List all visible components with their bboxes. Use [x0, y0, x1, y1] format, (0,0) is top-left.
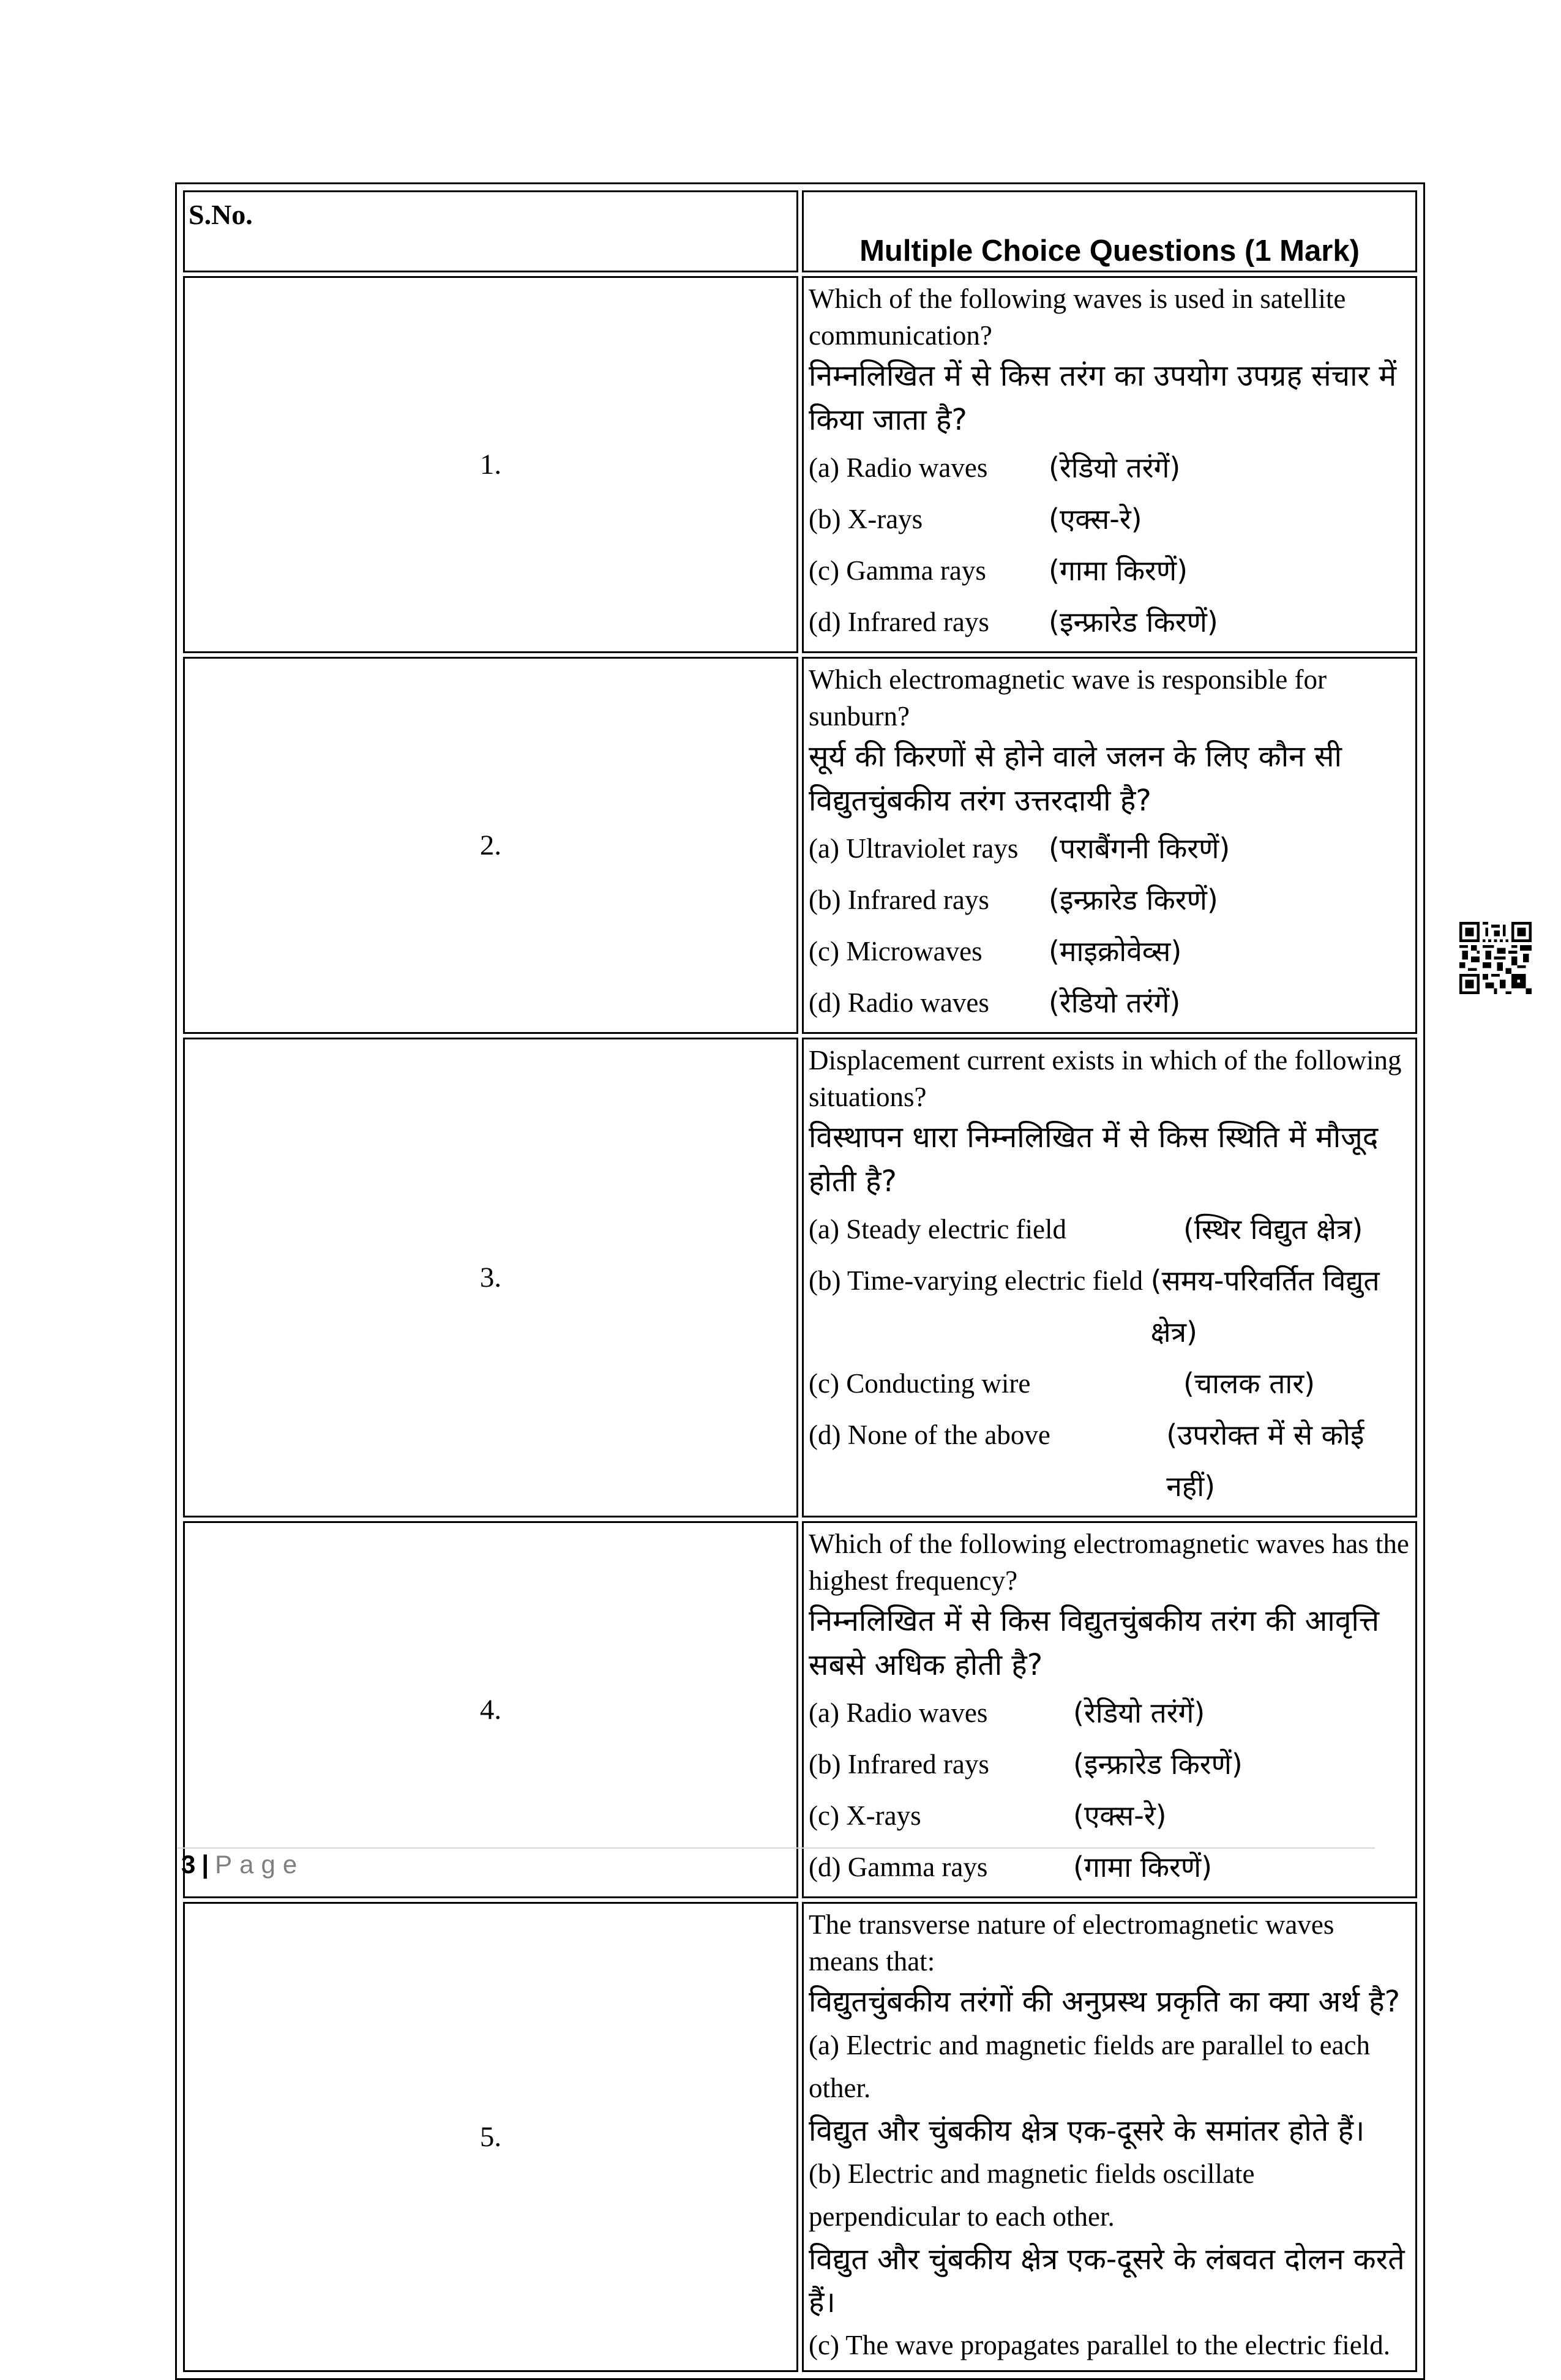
option-b [809, 874, 1410, 926]
option-b [809, 493, 1410, 545]
option-d [809, 596, 1410, 648]
question-cell [802, 1521, 1417, 1898]
header-row [183, 190, 1417, 272]
option-text-en: (d) None of the above [809, 1420, 1050, 1450]
option-c-en: (c) The wave propagates parallel to the electric field. [809, 2330, 1390, 2360]
option-text-en: (c) Microwaves [809, 936, 983, 967]
option-d [809, 977, 1410, 1028]
question-number: 1. [183, 276, 798, 653]
option-text-en: (b) X-rays [809, 504, 923, 534]
qr-code-icon [1459, 922, 1532, 994]
option-text-hi: (रेडियो तरंगें) [1049, 451, 1181, 484]
question-number: 2. [183, 657, 798, 1034]
option-text-hi: (एक्स-रे) [1049, 503, 1142, 536]
option-d [809, 1841, 1410, 1893]
option-a [809, 442, 1410, 493]
option-text-en: (a) Steady electric field [809, 1214, 1067, 1244]
option-text-hi: (रेडियो तरंगें) [1049, 986, 1181, 1019]
question-text-hi: निम्नलिखित में से किस तरंग का उपयोग उपग्रह संचार में किया जाता है? [809, 359, 1397, 437]
question-cell [802, 1902, 1417, 2372]
option-a [809, 1687, 1410, 1738]
question-row-5 [183, 1902, 1417, 2372]
question-row-1 [183, 276, 1417, 653]
option-a [809, 1203, 1410, 1255]
option-text-en: (d) Infrared rays [809, 607, 989, 637]
option-text-en: (d) Radio waves [809, 987, 989, 1018]
option-text-hi: (इन्फ्रारेड किरणें) [1049, 883, 1218, 916]
option-c [809, 926, 1410, 977]
option-text-hi: (स्थिर विद्युत क्षेत्र) [1183, 1213, 1363, 1246]
option-text-en: (c) Gamma rays [809, 555, 986, 586]
option-a-hi: विद्युत और चुंबकीय क्षेत्र एक-दूसरे के समांतर होते हैं। [809, 2114, 1365, 2148]
option-b-en: (b) Electric and magnetic fields oscillate perpendicular to each other. [809, 2158, 1255, 2232]
option-c [809, 545, 1410, 596]
option-text-hi: (गामा किरणें) [1049, 554, 1188, 587]
question-text-en: Displacement current exists in which of the following situations? [809, 1045, 1402, 1112]
section-title: Multiple Choice Questions (1 Mark) [802, 190, 1417, 272]
footer-separator: | [201, 1850, 209, 1879]
mcq-table [175, 182, 1425, 2380]
question-text-hi: विस्थापन धारा निम्नलिखित में से किस स्थिति में मौजूद होती है? [809, 1120, 1379, 1199]
sno-header: S.No. [183, 190, 798, 272]
option-text-en: (c) X-rays [809, 1800, 921, 1831]
question-number: 3. [183, 1038, 798, 1517]
question-cell [802, 1038, 1417, 1517]
option-d [809, 1409, 1410, 1512]
option-text-en: (a) Ultraviolet rays [809, 833, 1019, 864]
option-b [809, 1738, 1410, 1790]
question-text-en: Which of the following waves is used in satellite communication? [809, 283, 1346, 351]
question-row-3 [183, 1038, 1417, 1517]
option-text-en: (c) Conducting wire [809, 1368, 1031, 1399]
option-text-hi: (इन्फ्रारेड किरणें) [1073, 1748, 1243, 1781]
question-text-hi: निम्नलिखित में से किस विद्युतचुंबकीय तरंग की आवृत्ति सबसे अधिक होती है? [809, 1604, 1380, 1682]
option-text-hi: (एक्स-रे) [1073, 1799, 1167, 1832]
question-cell [802, 276, 1417, 653]
option-text-hi: (पराबैंगनी किरणें) [1049, 832, 1230, 865]
option-c [809, 1358, 1410, 1409]
question-number: 4. [183, 1521, 798, 1898]
option-b [809, 1255, 1410, 1358]
option-text-en: (d) Gamma rays [809, 1852, 988, 1882]
option-text-hi: (चालक तार) [1183, 1367, 1316, 1400]
page-footer [181, 1850, 304, 1879]
option-a [809, 823, 1410, 874]
page-word: Page [215, 1850, 305, 1879]
question-text-en: Which electromagnetic wave is responsible for sunburn? [809, 664, 1327, 732]
option-text-en: (b) Time-varying electric field [809, 1265, 1144, 1296]
option-text-hi: (रेडियो तरंगें) [1073, 1696, 1205, 1729]
question-row-4 [183, 1521, 1417, 1898]
option-text-hi: (इन्फ्रारेड किरणें) [1049, 605, 1218, 638]
option-text-hi: (उपरोक्त में से कोई नहीं) [1166, 1418, 1364, 1503]
question-text-en: The transverse nature of electromagnetic waves means that: [809, 1909, 1335, 1977]
footer-divider [178, 1847, 1375, 1849]
question-text-hi: सूर्य की किरणों से होने वाले जलन के लिए कौन सी विद्युतचुंबकीय तरंग उत्तरदायी है? [809, 739, 1342, 818]
option-c [809, 1790, 1410, 1841]
option-a-en: (a) Electric and magnetic fields are parallel to each other. [809, 2030, 1370, 2103]
page-number: 3 [181, 1850, 196, 1879]
option-text-hi: (गामा किरणें) [1073, 1850, 1213, 1884]
question-cell [802, 657, 1417, 1034]
option-text-en: (b) Infrared rays [809, 885, 989, 915]
option-b-hi: विद्युत और चुंबकीय क्षेत्र एक-दूसरे के लंबवत दोलन करते हैं। [809, 2242, 1405, 2319]
option-text-hi: (समय-परिवर्तित विद्युत क्षेत्र) [1150, 1264, 1380, 1349]
option-text-en: (a) Radio waves [809, 452, 988, 483]
question-text-hi: विद्युतचुंबकीय तरंगों की अनुप्रस्थ प्रकृति का क्या अर्थ है? [809, 1985, 1401, 2019]
question-row-2 [183, 657, 1417, 1034]
option-text-en: (a) Radio waves [809, 1697, 988, 1728]
question-text-en: Which of the following electromagnetic waves has the highest frequency? [809, 1529, 1409, 1596]
option-text-hi: (माइक्रोवेव्स) [1049, 935, 1182, 968]
option-text-en: (b) Infrared rays [809, 1749, 989, 1779]
question-number: 5. [183, 1902, 798, 2372]
